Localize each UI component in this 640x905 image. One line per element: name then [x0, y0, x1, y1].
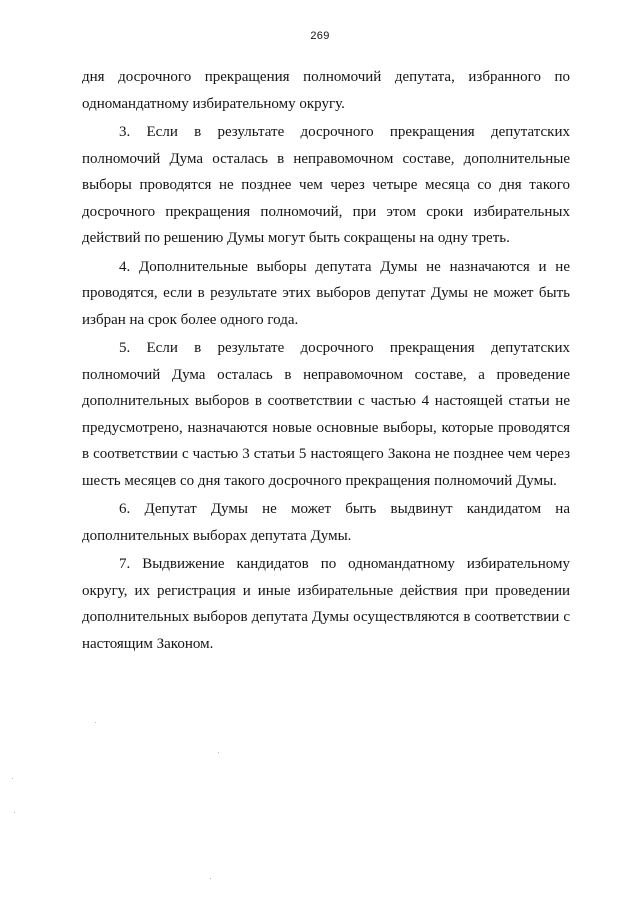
paragraph-continuation: дня досрочного прекращения полномочий депутата, избранного по одномандатному избирательному округу. — [82, 69, 570, 112]
scan-speck — [210, 878, 211, 879]
paragraph-5: 5. Если в результате досрочного прекращения депутатских полномочий Дума осталась в неправомочном составе, а проведение дополнительных выборов в соответствии с частью 4 настоящей статьи не предусмотрено, назначаются новые основные выборы, которые проводятся в соответствии с частью 3 статьи 5 настоящего Закона не позднее чем через шесть месяцев со дня такого досрочного прекращения полномочий Думы. — [82, 340, 570, 489]
paragraph-4: 4. Дополнительные выборы депутата Думы не назначаются и не проводятся, если в результате этих выборов депутат Думы не может быть избран на срок более одного года. — [82, 258, 570, 328]
paragraph-7: 7. Выдвижение кандидатов по одномандатному избирательному округу, их регистрация и иные избирательные действия при проведении дополнительных выборов депутата Думы осуществляются в соответствии с настоящим Законом. — [82, 556, 570, 652]
scan-speck — [14, 812, 15, 813]
scan-speck — [218, 752, 219, 753]
scan-speck — [12, 778, 13, 779]
document-body — [82, 64, 570, 659]
page-number: 269 — [310, 30, 330, 42]
scan-speck — [95, 722, 96, 723]
paragraph-3: 3. Если в результате досрочного прекращения депутатских полномочий Дума осталась в неправомочном составе, дополнительные выборы проводятся не позднее чем через четыре месяца со дня такого досрочного прекращения полномочий, при этом сроки избирательных действий по решению Думы могут быть сокращены на одну треть. — [82, 124, 570, 246]
paragraph-6: 6. Депутат Думы не может быть выдвинут кандидатом на дополнительных выборах депутата Думы. — [82, 501, 570, 544]
